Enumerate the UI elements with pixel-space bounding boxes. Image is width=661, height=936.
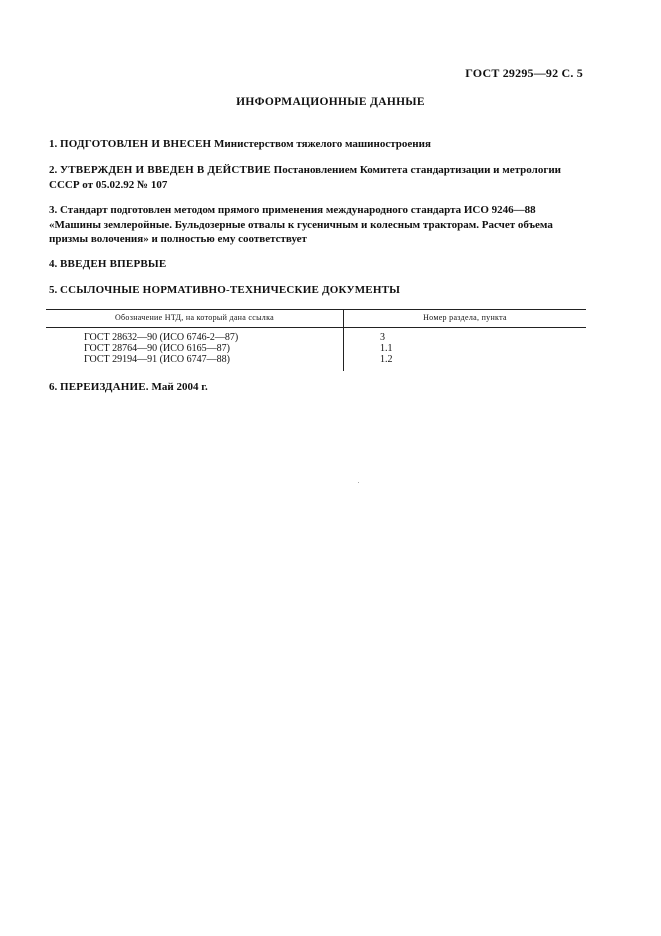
table-cell-document: ГОСТ 28764—90 (ИСО 6165—87) xyxy=(84,343,230,354)
table-cell-section: 1.1 xyxy=(380,343,393,354)
table-header-section: Номер раздела, пункта xyxy=(423,313,507,322)
table-cell-document: ГОСТ 29194—91 (ИСО 6747—88) xyxy=(84,354,230,365)
item-lead: УТВЕРЖДЕН И ВВЕДЕН В ДЕЙСТВИЕ xyxy=(60,164,271,176)
info-item-6 xyxy=(49,380,589,395)
item-number: 5. xyxy=(49,284,58,296)
reference-documents-table xyxy=(46,309,586,371)
item-number: 6. xyxy=(49,381,58,393)
item-number: 2. xyxy=(49,164,58,176)
table-cell-section: 1.2 xyxy=(380,354,393,365)
item-lead: ССЫЛОЧНЫЕ НОРМАТИВНО-ТЕХНИЧЕСКИЕ ДОКУМЕНТЫ xyxy=(60,284,401,296)
table-cell-section: 3 xyxy=(380,332,385,343)
table-row xyxy=(46,354,586,365)
item-text: Постановлением Комитета стандартизации и метрологии СССР от 05.02.92 № 107 xyxy=(49,164,561,191)
document-title: ИНФОРМАЦИОННЫЕ ДАННЫЕ xyxy=(236,96,425,108)
table-row xyxy=(46,332,586,343)
info-item-5 xyxy=(49,283,589,298)
item-text: Министерством тяжелого машиностроения xyxy=(214,138,431,150)
scan-speck xyxy=(358,482,359,483)
table-header-rule xyxy=(46,327,586,328)
info-item-1 xyxy=(49,137,589,152)
item-number: 3. xyxy=(49,204,58,216)
item-number: 4. xyxy=(49,258,58,270)
item-number: 1. xyxy=(49,138,58,150)
table-body xyxy=(46,332,586,365)
item-lead: ПОДГОТОВЛЕН И ВНЕСЕН xyxy=(60,138,212,150)
item-lead: ПЕРЕИЗДАНИЕ. xyxy=(60,381,149,393)
table-cell-document: ГОСТ 28632—90 (ИСО 6746-2—87) xyxy=(84,332,239,343)
table-top-rule xyxy=(46,309,586,310)
table-header-document: Обозначение НТД, на который дана ссылка xyxy=(114,313,275,322)
info-item-2 xyxy=(49,163,589,192)
info-item-4 xyxy=(49,257,589,272)
item-lead: ВВЕДЕН ВПЕРВЫЕ xyxy=(60,258,167,270)
item-text: Май 2004 г. xyxy=(151,381,208,393)
table-row xyxy=(46,343,586,354)
page-header-doc-ref: ГОСТ 29295—92 С. 5 xyxy=(465,66,583,80)
item-text: Стандарт подготовлен методом прямого применения международного стандарта ИСО 9246—88 «Машины землеройные. Бульдозерные отвалы к гусеничным и колесным тракторам. Расчет объема призмы волочения» и полностью ему соответствует xyxy=(49,204,553,245)
info-item-3 xyxy=(49,203,589,247)
